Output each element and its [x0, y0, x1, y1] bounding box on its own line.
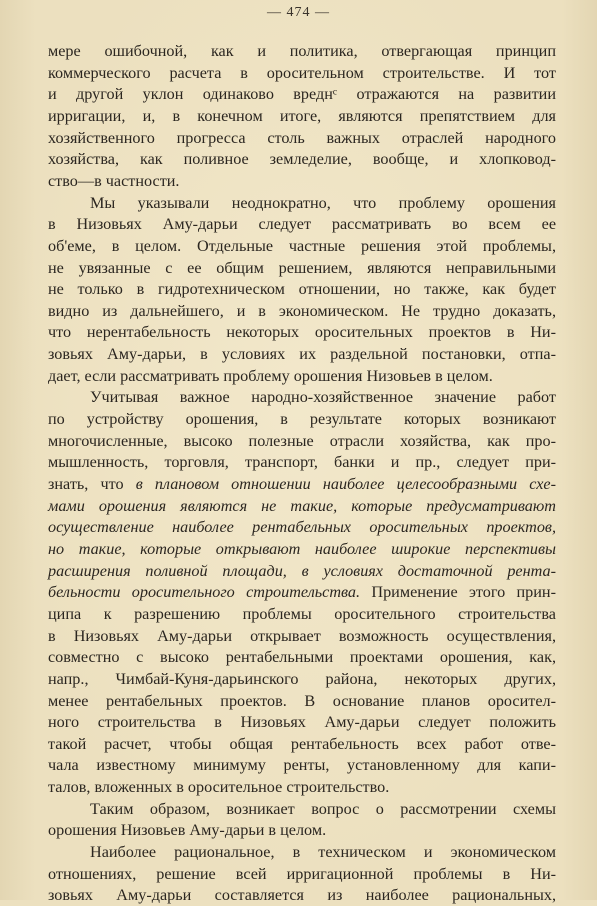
text-segment: коммерческого расчета в оросительном строительстве. И тот — [48, 63, 556, 82]
page-number: — 474 — — [267, 5, 330, 20]
text-segment: совместно с высоко рентабельными проектами орошения, как, — [48, 648, 556, 667]
text-segment: ирригации, и, в конечном итоге, являются препятствием для — [48, 106, 556, 125]
text-segment: напр., Чимбай-Куня-дарьинского района, некоторых других, — [48, 669, 556, 688]
text-line — [48, 473, 556, 495]
text-segment: в Низовьях Аму-дарьи следует рассматривать во всем ее — [48, 215, 556, 234]
text-line — [48, 365, 556, 387]
text-line — [48, 495, 556, 517]
text-segment: такой расчет, чтобы общая рентабельность всех работ отве- — [48, 734, 556, 753]
text-segment: зовьях Аму-дарьи, в условиях их раздельной постановки, отпа- — [48, 345, 556, 364]
text-segment: ципа к разрешению проблемы оросительного строительства — [48, 604, 556, 623]
emphasized-text-segment: мами орошения являются не такие, которые предусматривают — [48, 496, 556, 515]
text-line — [48, 581, 556, 603]
text-line — [48, 408, 556, 430]
emphasized-text-segment: осуществление наиболее рентабельных оросительных проектов, — [48, 518, 556, 537]
text-line — [48, 105, 556, 127]
text-line — [48, 733, 556, 755]
text-segment: по устройству орошения, в результате которых возникают — [48, 410, 556, 428]
text-segment: знать, что — [48, 475, 136, 493]
text-line — [48, 754, 556, 776]
text-line — [48, 213, 556, 235]
text-segment: Наиболее рациональное, в техническом и экономическом — [90, 843, 556, 861]
text-segment: мышленность, торговля, транспорт, банки и пр., следует при- — [48, 453, 556, 472]
text-line — [48, 516, 556, 538]
text-segment: талов, вложенных в оросительное строительство. — [48, 778, 390, 797]
emphasized-text-segment: бельности оросительного строительства. — [48, 583, 361, 602]
text-segment: ᶜ — [332, 85, 338, 104]
text-segment: и другой уклон одинаково вредн — [48, 85, 333, 104]
text-segment: не только в гидротехническом отношении, но также, как будет — [48, 280, 556, 299]
text-line — [48, 776, 556, 798]
text-line — [48, 819, 556, 841]
text-line — [48, 300, 556, 322]
text-segment: дает, если рассматривать проблему орошения Низовьев в целом. — [48, 366, 493, 385]
text-line — [48, 40, 556, 62]
text-segment: не увязанные с ее общим решением, являются неправильными — [48, 258, 556, 277]
text-line — [48, 430, 556, 452]
text-segment: зовьях Аму-дарьи составляется из наиболее рациональных, — [48, 886, 556, 905]
emphasized-text-segment: но такие, которые открывают наиболее широкие перспективы — [48, 540, 556, 558]
text-segment: Мы указывали неоднократно, что проблему орошения — [90, 193, 556, 212]
text-segment: отражаются на развитии — [337, 85, 556, 104]
text-line — [48, 83, 556, 105]
emphasized-text-segment: расширения поливной площади, в условиях достаточной рента- — [48, 561, 556, 580]
text-line — [48, 257, 556, 279]
text-line — [48, 560, 556, 582]
text-line — [48, 235, 556, 257]
text-line — [48, 170, 556, 192]
text-line — [48, 668, 556, 690]
text-segment: Учитывая важное народно-хозяйственное значение работ — [90, 388, 556, 407]
text-line — [48, 127, 556, 149]
text-line — [90, 192, 556, 214]
text-segment: видно из дальнейшего, и в экономическом. Не трудно доказать, — [48, 301, 556, 320]
text-segment: в Низовьях Аму-дарьи открывает возможность осуществления, — [48, 626, 556, 645]
text-line — [48, 451, 556, 473]
text-line — [90, 841, 556, 863]
text-line — [48, 603, 556, 625]
text-line — [48, 343, 556, 365]
text-line — [48, 278, 556, 300]
text-segment: Таким образом, возникает вопрос о рассмотрении схемы — [90, 799, 556, 818]
text-segment: чала известному минимуму ренты, установленному для капи- — [48, 756, 556, 775]
text-line — [48, 884, 556, 906]
text-line — [48, 711, 556, 733]
text-segment: орошения Низовьев Аму-дарьи в целом. — [48, 821, 327, 840]
text-segment: отношениях, решение всей ирригационной проблемы в Ни- — [48, 864, 556, 883]
text-segment: хозяйства, как поливное земледелие, вообще, и хлопковод- — [48, 150, 556, 169]
text-line — [48, 646, 556, 668]
text-line — [48, 690, 556, 712]
text-line — [90, 798, 556, 820]
text-line — [48, 538, 556, 560]
text-segment: менее рентабельных проектов. В основание планов оросител- — [48, 691, 556, 710]
text-line — [48, 62, 556, 84]
text-line — [48, 321, 556, 343]
text-line — [48, 863, 556, 885]
text-segment: об'еме, в целом. Отдельные частные решения этой проблемы, — [48, 236, 556, 255]
text-segment: мере ошибочной, как и политика, отвергающая принцип — [48, 42, 556, 60]
text-segment: ство—в частности. — [48, 171, 180, 190]
emphasized-text-segment: в плановом отношении наиболее целесообразными схе- — [135, 475, 556, 493]
text-line — [90, 386, 556, 408]
text-line — [48, 148, 556, 170]
text-segment: что нерентабельность некоторых оросительных проектов в Ни- — [48, 323, 556, 342]
text-segment: Применение этого прин- — [360, 583, 556, 602]
text-segment: хозяйственного прогресса столь важных отраслей народного — [48, 128, 556, 147]
text-segment: многочисленные, высоко полезные отрасли хозяйства, как про- — [48, 431, 556, 450]
text-line — [48, 625, 556, 647]
text-segment: ного строительства в Низовьях Аму-дарьи следует положить — [48, 713, 556, 732]
